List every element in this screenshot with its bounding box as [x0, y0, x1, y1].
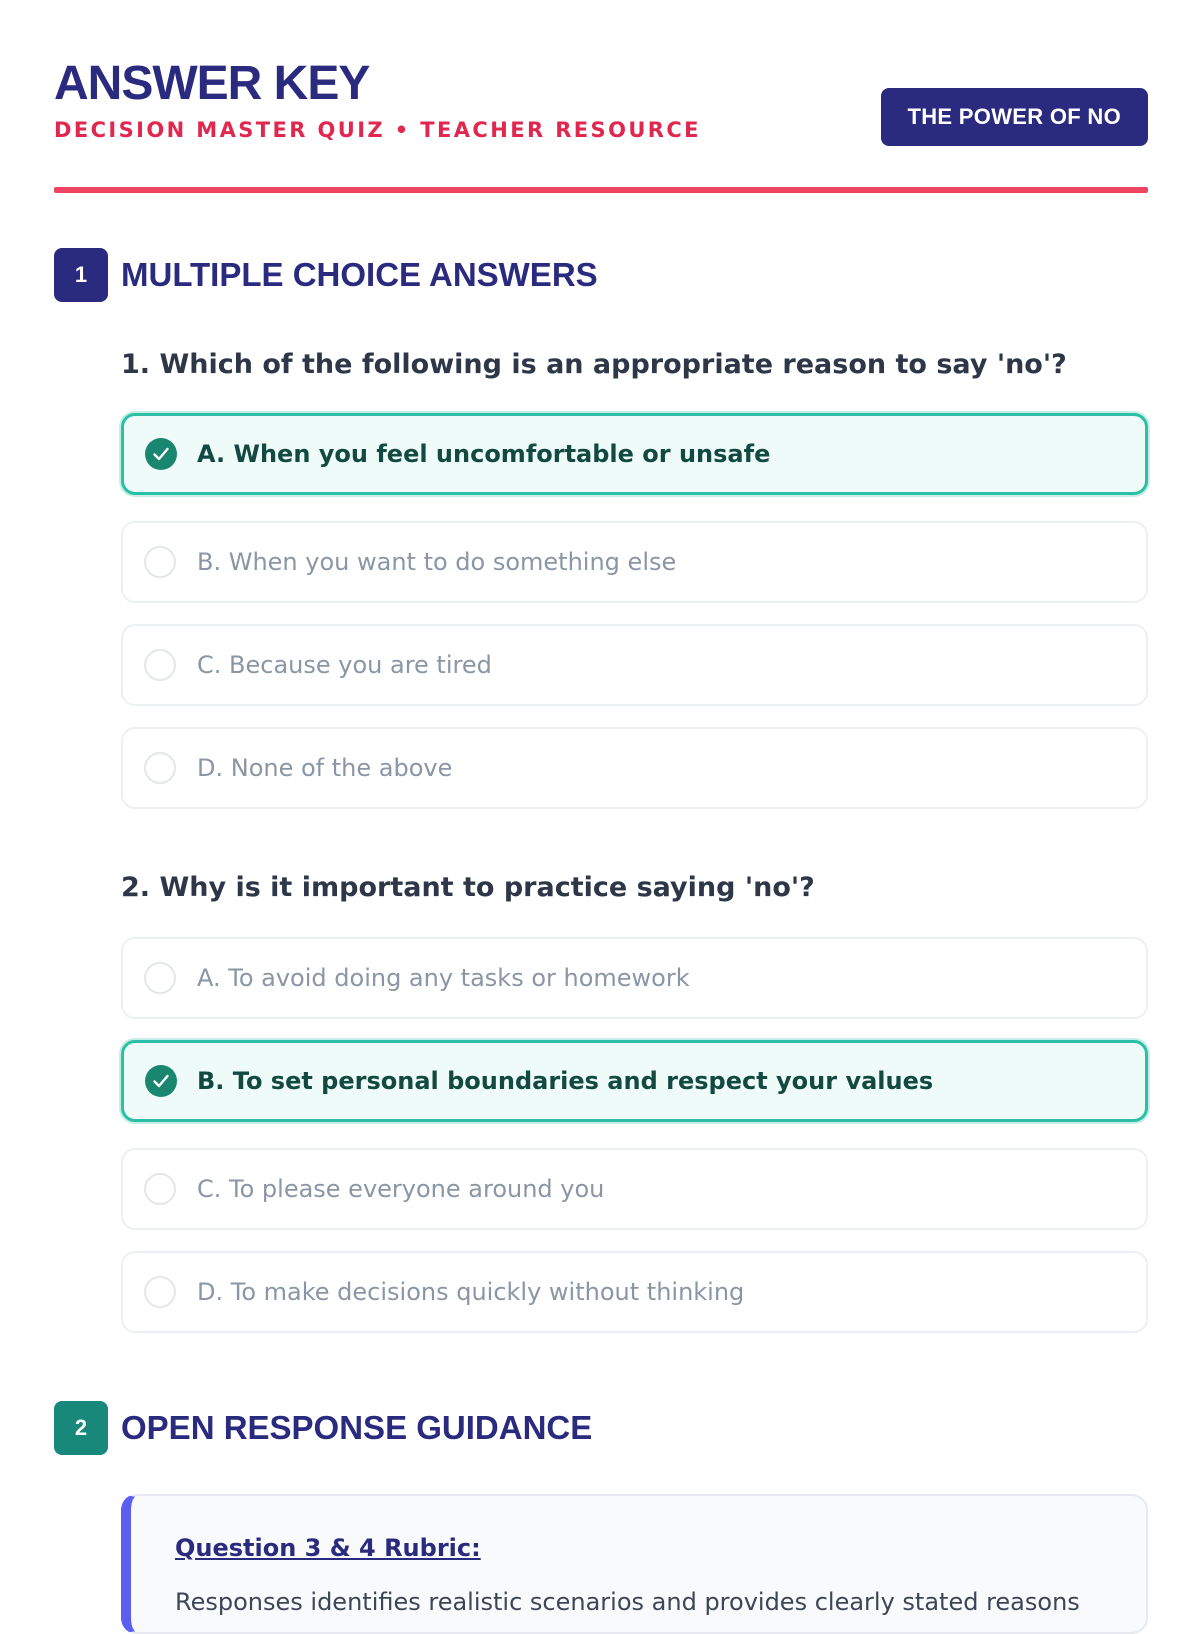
q1-option-c	[121, 624, 1148, 706]
option-label: D. None of the above	[197, 754, 453, 782]
q2-option-c	[121, 1148, 1148, 1230]
header-divider	[54, 187, 1148, 193]
radio-empty-icon	[144, 962, 176, 994]
section-title: OPEN RESPONSE GUIDANCE	[121, 1409, 593, 1446]
check-icon	[145, 438, 177, 470]
q2-option-a	[121, 937, 1148, 1019]
option-label: D. To make decisions quickly without thinking	[197, 1278, 745, 1306]
q2-option-b	[121, 1040, 1148, 1122]
radio-empty-icon	[144, 649, 176, 681]
option-label: A. When you feel uncomfortable or unsafe	[197, 440, 771, 468]
q2-option-d	[121, 1251, 1148, 1333]
radio-empty-icon	[144, 752, 176, 784]
rubric-card	[121, 1494, 1148, 1634]
option-label: B. To set personal boundaries and respect your values	[197, 1067, 934, 1095]
page-header	[54, 56, 1148, 156]
q1-option-b	[121, 521, 1148, 603]
section-number-badge: 1	[54, 248, 108, 302]
answer-key-page	[54, 0, 1148, 1616]
section-number-badge: 2	[54, 1401, 108, 1455]
option-label: B. When you want to do something else	[197, 548, 677, 576]
q1-option-a	[121, 413, 1148, 495]
rubric-title: Question 3 & 4 Rubric:	[175, 1534, 481, 1562]
rubric-body: Responses identifies realistic scenarios and provides clearly stated reasons	[175, 1588, 1080, 1616]
section-title: MULTIPLE CHOICE ANSWERS	[121, 256, 598, 293]
section-open-response-header	[54, 1401, 1148, 1455]
page-subtitle: DECISION MASTER QUIZ • TEACHER RESOURCE	[54, 118, 701, 142]
question-2: 2. Why is it important to practice saying 'no'?	[121, 872, 815, 903]
radio-empty-icon	[144, 1276, 176, 1308]
radio-empty-icon	[144, 1173, 176, 1205]
check-icon	[145, 1065, 177, 1097]
option-label: C. Because you are tired	[197, 651, 492, 679]
option-label: C. To please everyone around you	[197, 1175, 605, 1203]
page-title: ANSWER KEY	[54, 57, 370, 110]
radio-empty-icon	[144, 546, 176, 578]
q1-option-d	[121, 727, 1148, 809]
topic-badge: THE POWER OF NO	[881, 88, 1149, 146]
section-multiple-choice-header	[54, 248, 1148, 302]
option-label: A. To avoid doing any tasks or homework	[197, 964, 690, 992]
question-1: 1. Which of the following is an appropriate reason to say 'no'?	[121, 349, 1067, 380]
